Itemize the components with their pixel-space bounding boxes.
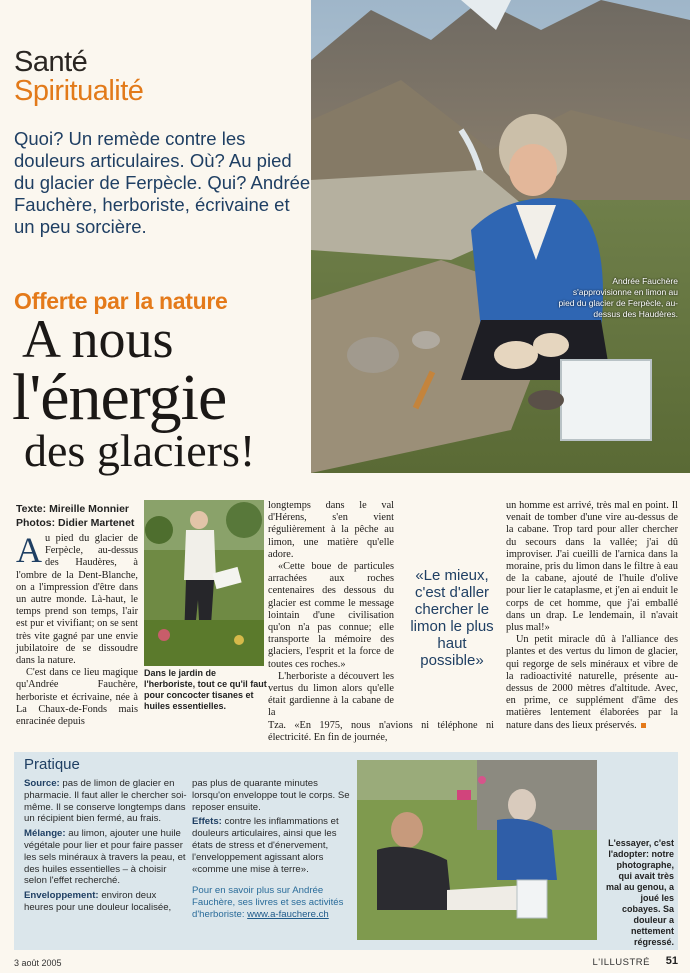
end-mark-icon bbox=[641, 723, 646, 728]
garden-photo-caption: Dans le jardin de l'herboriste, tout ce qu'il faut pour concocter tisanes et huiles essentielles. bbox=[144, 668, 267, 711]
article-paragraph-2: C'est dans ce lieu magique qu'Andrée Fauchère, herboriste et écrivaine, née à La Chaux-de-Fonds mais enracinée depuis bbox=[16, 667, 138, 728]
article-column-2 bbox=[268, 500, 394, 720]
credit-text: Texte: Mireille Monnier bbox=[16, 503, 129, 515]
garden-photo bbox=[144, 500, 264, 666]
dropcap: A bbox=[16, 530, 42, 570]
glacier-landscape-image bbox=[311, 0, 690, 473]
article-paragraph-7: un homme est arrivé, très mal en point. Il venait de tomber d'une vire au-dessus de la cabane. Trop tard pour aller chercher du secours dans la vallée; j'ai dû improviser. J'ai cueilli de l'arnica dans la moraine, pris du limon dans le filtre à eau de la cabane, ajouté de l'huile d'olive pour lier le cataplasme, et j'en ai enduit le corps de cet homme, que j'ai emballé dans un drap. Le lendemain, il n'avait plus mal!» bbox=[506, 500, 678, 634]
garden-image bbox=[144, 500, 264, 666]
footer-magazine: L'ILLUSTRÉ bbox=[592, 957, 650, 968]
source-label: Source: bbox=[24, 778, 60, 789]
pull-quote: «Le mieux, c'est d'aller chercher le limon le plus haut possible» bbox=[410, 567, 494, 669]
article-paragraph-3: longtemps dans le val d'Hérens, s'en vient régulièrement à la pêche au limon, une matière qu'elle adore. bbox=[268, 500, 394, 560]
headline-line-1: A nous bbox=[22, 309, 174, 369]
headline-line-3: des glaciers! bbox=[24, 425, 256, 476]
headline-line-2: l'énergie bbox=[12, 361, 227, 434]
article-column-3 bbox=[506, 500, 678, 732]
pratique-box bbox=[14, 752, 678, 950]
more-info-text: Pour en savoir plus sur Andrée Fauchère, ses livres et ses activités d'herboriste: bbox=[192, 885, 344, 920]
effets-text: contre les inflammations et douleurs articulaires, ainsi que les états de stress et d'énervement, l'enveloppement agissant alors «comme une mise à terre». bbox=[192, 816, 339, 875]
source-text: pas de limon de glacier en pharmacie. Il faut aller le chercher soi-même. Il se conserve longtemps dans un récipient bien fermé, au frais. bbox=[24, 778, 187, 825]
pratique-column-2 bbox=[192, 778, 352, 924]
enveloppement-text: environ deux heures pour une douleur localisée, bbox=[24, 890, 172, 913]
pratique-photo-caption: L'essayer, c'est l'adopter: notre photographe, qui avait très mal au genou, a joué les cobayes. Sa douleur a nettement régressé. bbox=[605, 838, 674, 947]
melange-text: au limon, ajouter une huile végétale pour lier et pour faire passer les sels minéraux à travers la peau, et des huiles essentielles – à choisir selon l'effet recherché. bbox=[24, 828, 186, 887]
enveloppement-label: Enveloppement: bbox=[24, 890, 99, 902]
article-paragraph-5: L'herboriste a découvert les vertus du limon alors qu'elle était gardienne à la cabane de la bbox=[268, 670, 394, 719]
pratique-photo bbox=[357, 760, 597, 940]
article-paragraph-8: Un petit miracle dû à l'alliance des plantes et des vertus du limon de glacier, qui regorge de sels minéraux et vibre de la radioactivité naturelle, présente au-dessus de 2000 mètres d'altitude. Avec, en prime, ce supplément d'âme des matières lentement élaborées par la nature dans des lieux préservés. bbox=[506, 634, 678, 731]
section-label-spiritualite: Spiritualité bbox=[14, 75, 144, 107]
pratique-column-1 bbox=[24, 778, 188, 917]
cobaye-image bbox=[357, 760, 597, 940]
headline-kicker: Offerte par la nature bbox=[14, 288, 228, 314]
pratique-title: Pratique bbox=[24, 756, 80, 773]
credits bbox=[16, 502, 134, 530]
article-paragraph-4: «Cette boue de particules arrachées aux roches centenaires des dessous du glacier est comme le message lointain d'une civilisation qu'on n'a pas connue; elle transporte la mémoire des glaciers, l'esprit et la force de toutes ces roches.» bbox=[268, 561, 394, 670]
page-number: 51 bbox=[665, 955, 678, 967]
website-link[interactable]: www.a-fauchere.ch bbox=[247, 908, 329, 920]
section-label bbox=[14, 48, 143, 106]
credit-photos: Photos: Didier Martenet bbox=[16, 517, 135, 529]
article-column-1 bbox=[16, 530, 138, 728]
footer-date: 3 août 2005 bbox=[14, 958, 62, 968]
article-paragraph-6: Tza. «En 1975, nous n'avions ni téléphone ni électricité. En fin de journée, bbox=[268, 720, 494, 744]
effets-label: Effets: bbox=[192, 816, 222, 828]
enveloppement-continued: pas plus de quarante minutes lorsqu'on enveloppe tout le corps. Se reposer ensuite. bbox=[192, 778, 350, 813]
hero-photo bbox=[311, 0, 690, 473]
article-paragraph-1: u pied du glacier de Ferpècle, au-dessus des Haudères, à l'ombre de la Dent-Blanche, on a l'impression d'être dans un autre monde. Là-haut, le temps prend son temps, l'air est pur et vivifiant; on se sent très vite gagné par une envie jubilatoire de se dissoudre dans la nature. bbox=[16, 533, 138, 667]
section-label-sante: Santé bbox=[14, 46, 88, 78]
intro-text: Quoi? Un remède contre les douleurs articulaires. Où? Au pied du glacier de Ferpècle. Qui? Andrée Fauchère, herboriste, écrivaine et un peu sorcière. bbox=[14, 128, 311, 237]
article-column-2-continued bbox=[268, 720, 494, 744]
melange-label: Mélange: bbox=[24, 828, 66, 840]
hero-photo-caption: Andrée Fauchère s'approvisionne en limon au pied du glacier de Ferpècle, au-dessus des Haudères. bbox=[558, 276, 678, 319]
